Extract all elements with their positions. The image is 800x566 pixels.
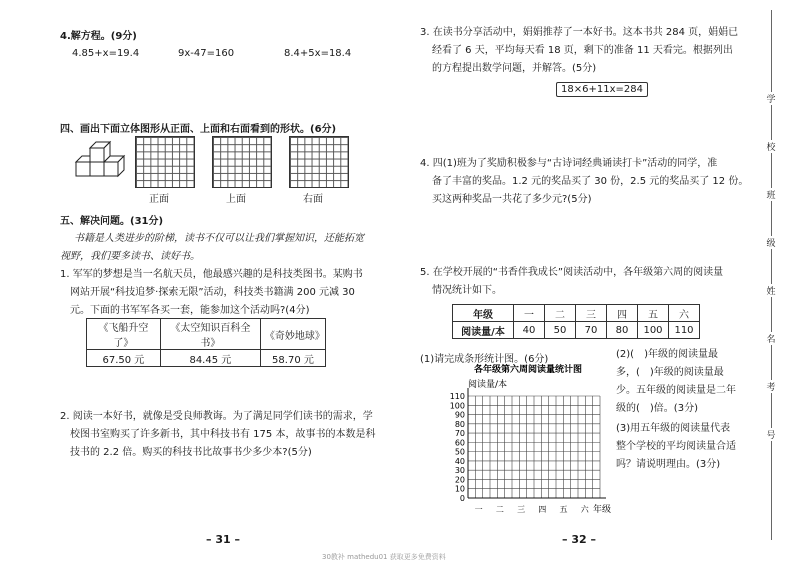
y-tick-label: 70 (454, 429, 465, 439)
amount-cell: 100 (638, 322, 669, 339)
q4-title: 4.解方程。(9分) (60, 31, 137, 42)
sub2-line-1: (2)( )年级的阅读量最 (616, 349, 718, 360)
p4-line-3: 买这两种奖品一共花了多少元?(5分) (432, 194, 592, 205)
book-price: 84.45 元 (160, 350, 260, 367)
given-equation: 18×6+11x=284 (556, 82, 648, 97)
grid-right[interactable] (289, 136, 349, 188)
p1-line-1: 1. 军军的梦想是当一名航天员，他最感兴趣的是科技类图书。某购书 (60, 269, 363, 280)
table-row (453, 322, 700, 339)
p3-line-2: 经看了 6 天，平均每天看 18 页，剩下的准备 11 天看完。根据列出 (432, 45, 733, 56)
x-tick-label: 六 (580, 505, 589, 514)
y-tick-label: 10 (454, 484, 465, 494)
amount-cell: 80 (607, 322, 638, 339)
grid-top[interactable] (212, 136, 272, 188)
bar-chart[interactable] (430, 362, 615, 522)
chart-xlabel: 年级 (592, 505, 612, 515)
binding-line (771, 10, 772, 540)
binding-char: 姓 (764, 284, 778, 297)
label-right: 右面 (303, 194, 323, 205)
amount-cell: 40 (514, 322, 545, 339)
grade-cell: 六 (669, 305, 700, 322)
grade-cell: 一 (514, 305, 545, 322)
intro-line-1: 书籍是人类进步的阶梯，读书不仅可以让我们掌握知识，还能拓宽 (74, 233, 364, 244)
book-name: 《奇妙地球》 (260, 319, 325, 350)
binding-char: 校 (764, 140, 778, 153)
chart-grid (468, 396, 600, 498)
grade-cell: 二 (545, 305, 576, 322)
label-top: 上面 (226, 194, 246, 205)
intro-line-2: 视野，我们要多读书、读好书。 (60, 251, 200, 262)
equation-2: 9x-47=160 (178, 48, 235, 59)
p3-line-1: 3. 在读书分享活动中，娟娟推荐了一本好书。这本书共 284 页，娟娟已 (420, 27, 739, 38)
p2-line-2: 校图书室购买了许多新书，其中科技书有 175 本，故事书的本数是科 (70, 429, 376, 440)
y-tick-label: 60 (454, 438, 465, 448)
p3-line-3: 的方程提出数学问题，并解答。(5分) (432, 63, 597, 74)
book-price: 67.50 元 (87, 350, 161, 367)
label-front: 正面 (149, 194, 169, 205)
amount-cell: 50 (545, 322, 576, 339)
table-row (87, 350, 326, 367)
grid-front[interactable] (135, 136, 195, 188)
grade-cell: 三 (576, 305, 607, 322)
equation-1: 4.85+x=19.4 (72, 48, 140, 59)
footer-watermark: 30教补 mathedu01 获取更多免费资料 (322, 553, 446, 561)
sub2-line-2: 多，( )年级的阅读量最 (616, 367, 724, 378)
page-number-right: – 32 – (562, 533, 596, 546)
p5-line-1: 5. 在学校开展的“书香伴我成长”阅读活动中，各年级第六周的阅读量 (420, 267, 724, 278)
binding-char: 号 (764, 428, 778, 441)
amount-cell: 110 (669, 322, 700, 339)
header-grade: 年级 (453, 305, 514, 322)
table-row (87, 319, 326, 350)
binding-char: 名 (764, 332, 778, 345)
page-number-left: – 31 – (206, 533, 240, 546)
grade-cell: 五 (638, 305, 669, 322)
chart-xticks (475, 504, 590, 514)
section4-title: 四、画出下面立体图形从正面、上面和右面看到的形状。(6分) (60, 124, 337, 135)
section5-title: 五、解决问题。(31分) (60, 216, 164, 227)
p4-line-1: 4. 四(1)班为了奖励积极参与“古诗词经典诵读打卡”活动的同学，准 (420, 158, 718, 169)
book-price: 58.70 元 (260, 350, 325, 367)
sub3-line-1: (3)用五年级的阅读量代表 (616, 423, 731, 434)
p4-line-2: 备了丰富的奖品。1.2 元的奖品买了 30 份，2.5 元的奖品买了 12 份。 (432, 176, 749, 187)
x-tick-label: 一 (474, 505, 483, 514)
p2-line-1: 2. 阅读一本好书，就像是受良师教诲。为了满足同学们读书的需求，学 (60, 411, 373, 422)
chart-ylabel: 阅读量/本 (468, 380, 508, 390)
chart-yticks (450, 392, 465, 503)
y-tick-label: 20 (454, 475, 465, 485)
x-tick-label: 五 (559, 505, 568, 514)
binding-char: 班 (764, 188, 778, 201)
binding-char: 级 (764, 236, 778, 249)
binding-char: 考 (764, 380, 778, 393)
table-row (453, 305, 700, 322)
sub2-line-4: 级的( )倍。(3分) (616, 403, 698, 414)
chart-title: 各年级第六周阅读量统计图 (473, 365, 583, 375)
grade-cell: 四 (607, 305, 638, 322)
x-tick-label: 三 (517, 505, 526, 514)
p1-line-2: 网站开展“科技追梦·探索无限”活动，科技类书籍满 200 元减 30 (70, 287, 355, 298)
binding-char: 学 (764, 92, 778, 105)
p1-line-3: 元。下面的书军军各买一套，能参加这个活动吗?(4分) (70, 305, 310, 316)
cube-figure (72, 140, 132, 184)
y-tick-label: 40 (454, 456, 465, 466)
amount-cell: 70 (576, 322, 607, 339)
book-name: 《飞船升空了》 (87, 319, 161, 350)
x-tick-label: 二 (495, 505, 504, 514)
x-tick-label: 四 (538, 505, 547, 514)
book-name: 《太空知识百科全书》 (160, 319, 260, 350)
sub2-line-3: 少。五年级的阅读量是二年 (616, 385, 736, 396)
sub3-line-3: 吗？请说明理由。(3分) (616, 459, 721, 470)
p2-line-3: 技书的 2.2 倍。购买的科技书比故事书少多少本?(5分) (70, 447, 312, 458)
p5-line-2: 情况统计如下。 (432, 285, 502, 296)
y-tick-label: 80 (454, 419, 465, 429)
sub3-line-2: 整个学校的平均阅读量合适 (616, 441, 736, 452)
book-price-table (86, 318, 326, 367)
reading-table (452, 304, 700, 339)
y-tick-label: 110 (449, 392, 465, 401)
equation-3: 8.4+5x=18.4 (284, 48, 352, 59)
sub1-text: (1)请完成条形统计图。(6分) (420, 354, 549, 365)
y-tick-label: 30 (454, 466, 465, 476)
y-tick-label: 0 (459, 494, 465, 503)
header-amount: 阅读量/本 (453, 322, 514, 339)
y-tick-label: 90 (454, 410, 465, 420)
y-tick-label: 50 (454, 447, 465, 457)
y-tick-label: 100 (449, 401, 465, 411)
